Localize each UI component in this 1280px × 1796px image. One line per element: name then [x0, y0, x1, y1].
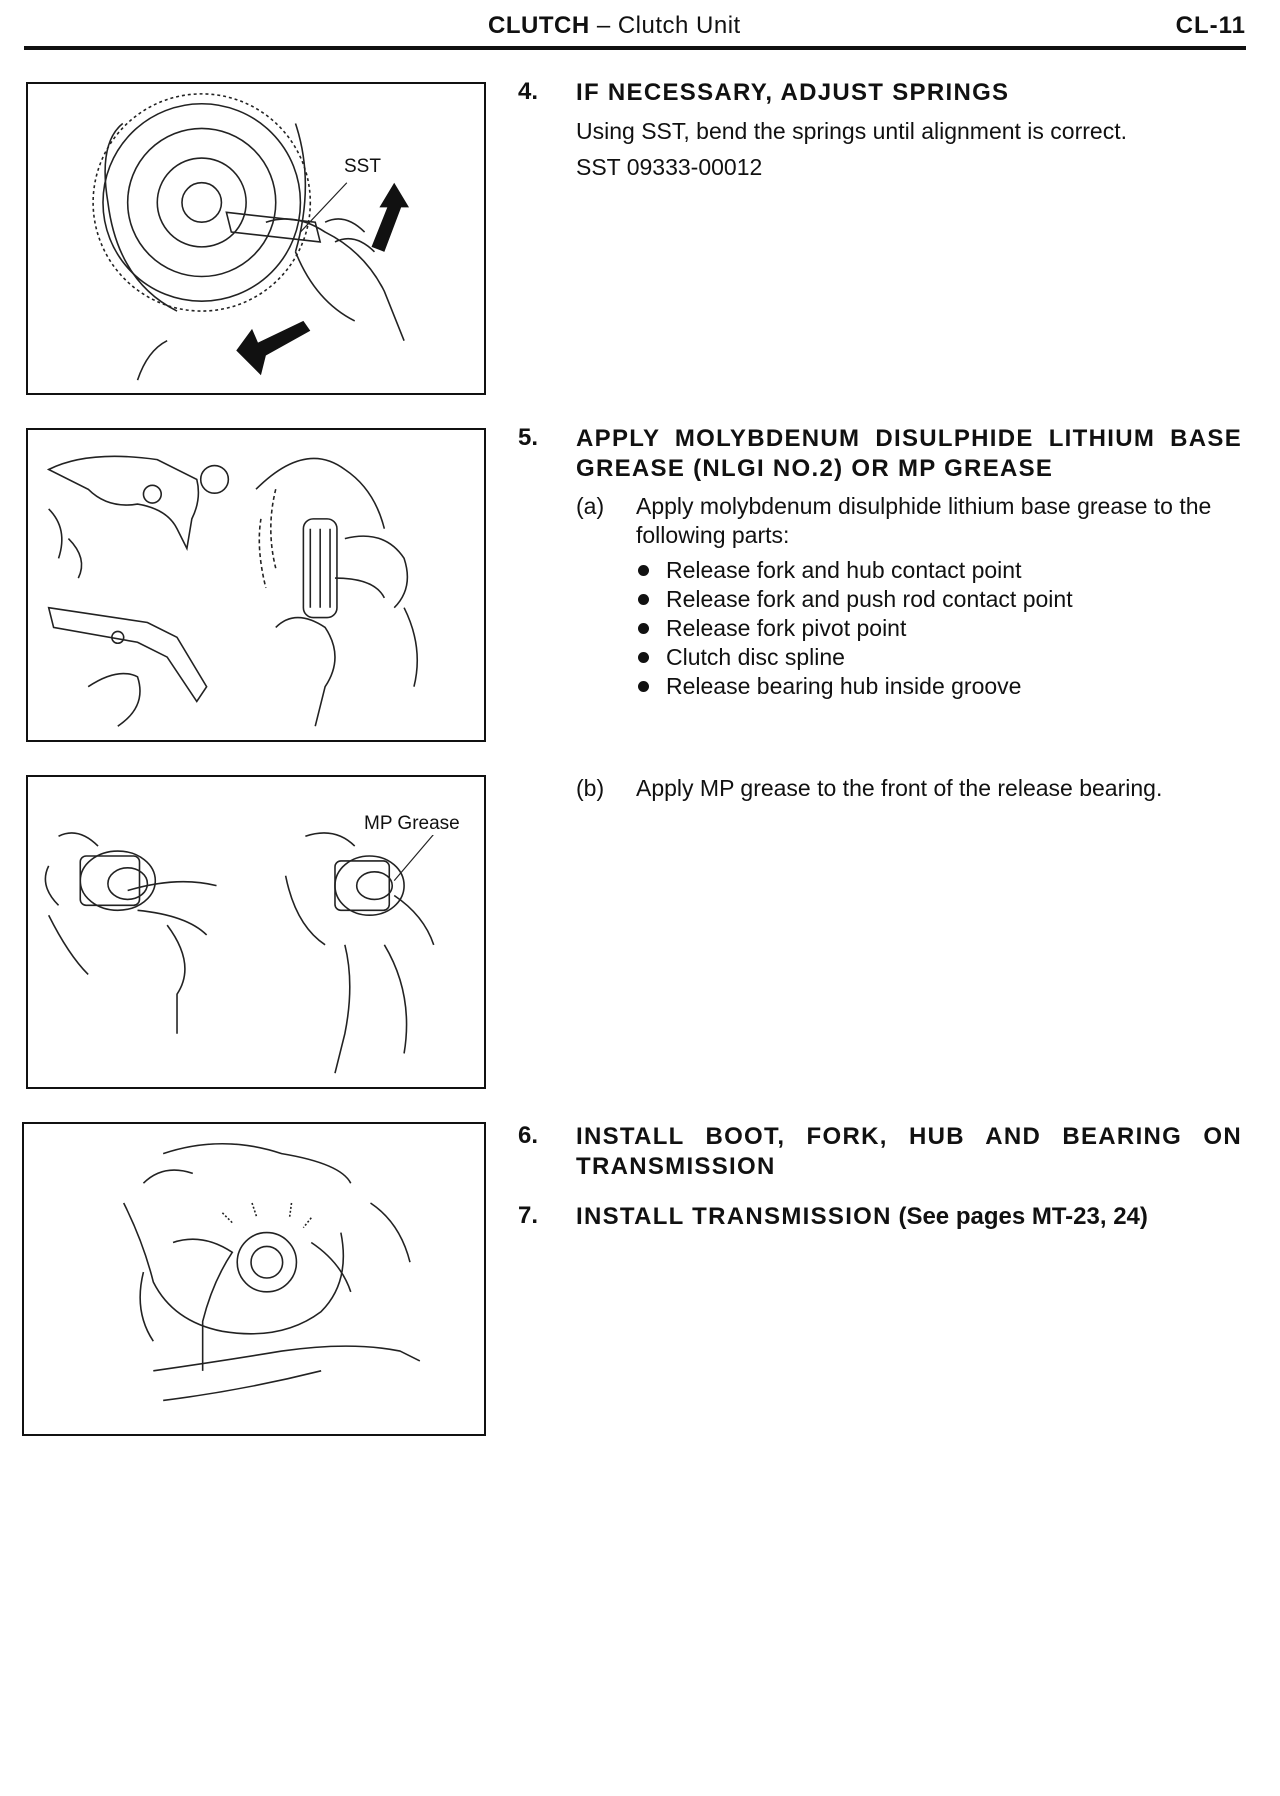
bullet-icon [638, 594, 649, 605]
list-item [636, 556, 1184, 585]
step-4-number: 4. [518, 78, 539, 105]
section-title-main: CLUTCH [488, 12, 590, 39]
step-5-number: 5. [518, 424, 539, 451]
grease-points-list [636, 556, 1184, 701]
step-7-number: 7. [518, 1202, 539, 1229]
list-item-text: Release fork and push rod contact point [666, 586, 1073, 612]
step-6 [518, 1122, 1242, 1186]
clutch-sst-illustration [28, 84, 484, 393]
step-4 [518, 78, 1242, 188]
step-5b-label: (b) [576, 775, 605, 801]
step-5b [576, 774, 1242, 804]
bullet-icon [638, 681, 649, 692]
figure-mp-grease-bearing [26, 775, 486, 1089]
mp-grease-label: MP Grease [364, 813, 460, 834]
list-item [636, 672, 1184, 701]
list-item-text: Release bearing hub inside groove [666, 673, 1022, 699]
list-item-text: Release fork pivot point [666, 615, 907, 641]
release-fork-illustration [28, 430, 484, 740]
header-rule [24, 46, 1246, 50]
list-item [636, 614, 1184, 643]
step-5 [518, 424, 1242, 824]
list-item-text: Release fork and hub contact point [666, 557, 1022, 583]
step-4-title: IF NECESSARY, ADJUST SPRINGS [576, 79, 1010, 106]
page-header [0, 0, 1280, 50]
step-5a [576, 492, 1242, 552]
figure-release-fork-grease [26, 428, 486, 742]
list-item [636, 643, 1184, 672]
step-5-title: APPLY MOLYBDENUM DISULPHIDE LITHIUM BASE GREASE (NLGI NO.2) OR MP GREASE [576, 425, 1242, 482]
step-4-instruction: Using SST, bend the springs until alignment is correct. [576, 118, 1127, 144]
step-6-title: INSTALL BOOT, FORK, HUB AND BEARING ON TRANSMISSION [576, 1123, 1242, 1180]
figure-install-on-transmission [22, 1122, 486, 1436]
step-5b-text: Apply MP grease to the front of the release bearing. [636, 775, 1163, 801]
step-5a-label: (a) [576, 493, 605, 519]
sst-label: SST [344, 156, 381, 177]
step-6-number: 6. [518, 1122, 539, 1149]
list-item [636, 585, 1184, 614]
bullet-icon [638, 565, 649, 576]
step-7 [518, 1202, 1242, 1236]
bullet-icon [638, 652, 649, 663]
step-7-page-ref: (See pages MT-23, 24) [891, 1203, 1148, 1230]
figure-sst-spring-adjust [26, 82, 486, 395]
step-4-sst-number: SST 09333-00012 [576, 154, 763, 180]
transmission-illustration [24, 1124, 484, 1434]
page-number: CL-11 [1175, 12, 1246, 39]
step-7-title [576, 1202, 1242, 1232]
step-7-title-main: INSTALL TRANSMISSION [576, 1203, 892, 1230]
step-5a-text: Apply molybdenum disulphide lithium base grease to the following parts: [636, 493, 1212, 548]
section-title-sub: – Clutch Unit [589, 12, 741, 39]
list-item-text: Clutch disc spline [666, 644, 845, 670]
bullet-icon [638, 623, 649, 634]
section-title [488, 12, 741, 40]
